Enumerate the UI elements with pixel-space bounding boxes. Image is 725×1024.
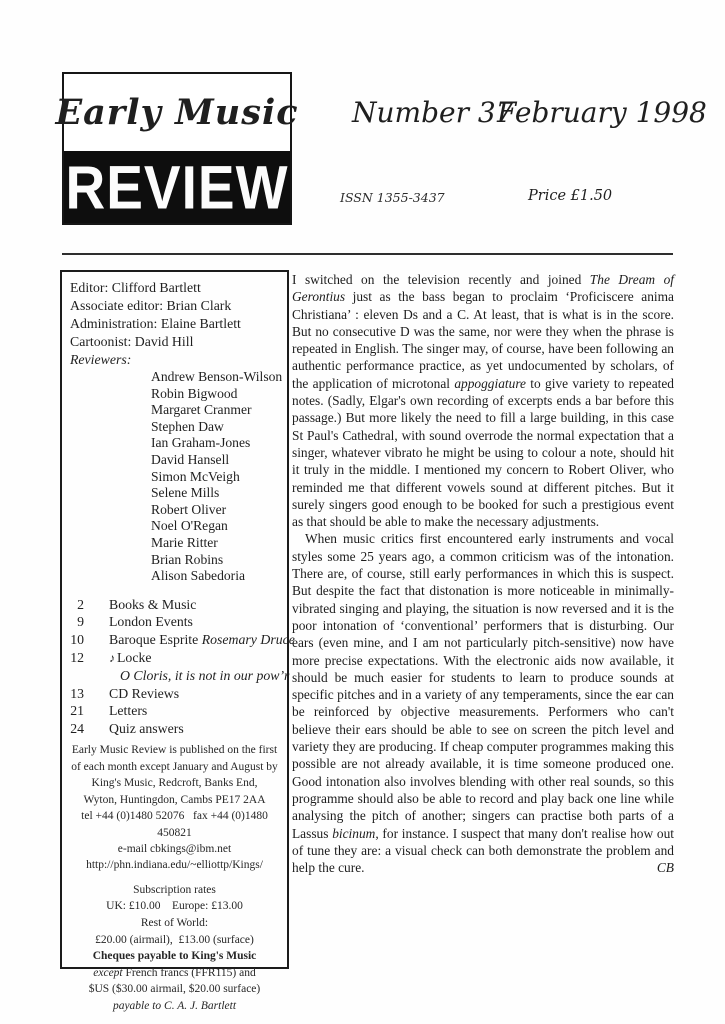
staff-cartoonist: Cartoonist: David Hill	[70, 334, 194, 349]
toc-title: Baroque Esprite Rosemary Druce	[109, 631, 295, 647]
table-of-contents	[70, 596, 295, 738]
imprint-line: Wyton, Huntingdon, Cambs PE17 2AA	[83, 793, 266, 806]
reviewer-name: Stephen Daw	[151, 418, 224, 434]
reviewer-name: Robin Bigwood	[151, 385, 238, 401]
toc-page-number: 2	[77, 596, 84, 612]
toc-title: Books & Music	[109, 596, 197, 612]
toc-row	[70, 613, 279, 631]
price-text: Price £1.50	[528, 188, 613, 204]
subscription-payable: payable to C. A. J. Bartlett	[112, 999, 237, 1012]
toc-title: CD Reviews	[109, 685, 180, 701]
toc-title: London Events	[109, 614, 193, 630]
imprint-line: Early Music Review is published on the first	[71, 744, 278, 757]
reviewer-name: Alison Sabedoria	[151, 568, 246, 584]
imprint-phone-fax: tel +44 (0)1480 52076 fax +44 (0)1480 450821	[81, 810, 268, 839]
toc-row	[70, 596, 279, 614]
staff-associate-editor: Associate editor: Brian Clark	[70, 298, 232, 313]
subscription-usd: $US ($30.00 airmail, $20.00 surface)	[88, 983, 261, 996]
imprint-url: http://phn.indiana.edu/~elliottp/Kings/	[86, 859, 263, 872]
subscription-uk-europe: UK: £10.00 Europe: £13.00	[106, 900, 243, 913]
reviewer-name: Brian Robins	[151, 551, 224, 567]
toc-row	[70, 720, 279, 738]
editorial-column	[292, 271, 674, 876]
toc-title: Quiz answers	[109, 720, 184, 736]
reviewer-name: Robert Oliver	[151, 501, 227, 517]
issn-text: ISSN 1355-3437	[340, 190, 445, 205]
toc-page-number: 24	[70, 720, 84, 736]
subscription-cheques: Cheques payable to King's Music	[92, 950, 257, 963]
reviewer-name: Selene Mills	[151, 485, 220, 501]
subscription-block	[70, 882, 279, 1015]
toc-page-number: 12	[70, 649, 84, 665]
editorial-signature: CB	[656, 860, 674, 876]
subscription-row-prices: £20.00 (airmail), £13.00 (surface)	[95, 933, 254, 946]
reviewer-name: Margaret Cranmer	[151, 402, 252, 418]
music-note-icon: ♪	[109, 650, 115, 665]
reviewer-name: Marie Ritter	[151, 534, 218, 550]
imprint-block	[70, 742, 279, 873]
header-divider	[62, 253, 673, 255]
imprint-email: e-mail cbkings@ibm.net	[117, 842, 232, 855]
masthead-logo	[55, 72, 299, 225]
subscription-except: except French francs (FFR115) and	[93, 966, 256, 979]
toc-subtitle: O Cloris, it is not in our pow’r	[120, 668, 290, 684]
reviewer-name: David Hansell	[151, 451, 230, 467]
toc-page-number: 10	[70, 631, 84, 647]
subscription-rest-of-world: Rest of World:	[140, 916, 209, 929]
toc-row	[70, 649, 279, 668]
issue-number: Number 37	[352, 96, 514, 129]
imprint-line: of each month except January and August by	[71, 760, 278, 773]
reviewer-name: Simon McVeigh	[151, 468, 240, 484]
subscription-title: Subscription rates	[133, 883, 216, 896]
staff-editor: Editor: Clifford Bartlett	[70, 280, 201, 295]
reviewer-name: Andrew Benson-Wilson	[151, 369, 283, 384]
reviewers-label: Reviewers:	[70, 352, 132, 367]
editorial-paragraph-1: I switched on the television recently and joined The Dream of Gerontius just as the bass began to proclaim ‘Proficiscere anima Christiana’ : eleven Ds and a C. At least, that is what is in the score. But no consecutive D was the same, nor were they when the phrase is repeated in English. The singer may, of course, have been following an authentic performance practice, as yet undocumented by scholars, of the application of microtonal appoggiature to give variety to repeated notes. (Sadly, Elgar's own recording of excerpts ends a bar before this passage.) But more likely the need to fill a large building, in this case St Paul's Cathedral, with sound overrode the normal expectation that a singer, whatever vibrato he might be using to colour a note, should hit it truly in the middle. I mentioned my concern to Robert Oliver, who reminded me that different vowels sound at different pitches. But it surely singers good enough to be booked for such a prestigious event as that should be able to make the necessary adjustments.	[292, 272, 674, 530]
toc-row	[70, 685, 279, 703]
reviewer-name: Ian Graham-Jones	[151, 435, 251, 451]
logo-review-banner	[64, 151, 290, 223]
toc-author: Rosemary Druce	[201, 631, 295, 647]
toc-page-number: 21	[70, 703, 84, 719]
imprint-line: King's Music, Redcroft, Banks End,	[91, 777, 258, 790]
toc-page-number: 9	[77, 614, 84, 630]
logo-review-text: REVIEW	[65, 152, 289, 222]
toc-title: Letters	[109, 703, 148, 719]
staff-administration: Administration: Elaine Bartlett	[70, 316, 241, 331]
toc-row	[70, 631, 295, 649]
info-panel	[60, 270, 295, 1012]
toc-title: ♪ Locke	[109, 649, 152, 665]
toc-page-number: 13	[70, 685, 84, 701]
reviewer-name: Noel O'Regan	[151, 518, 228, 534]
logo-title-early-music: Early Music	[55, 92, 299, 133]
toc-row	[70, 702, 279, 720]
editorial-paragraph-2: When music critics first encountered early instruments and vocal styles some 25 years ago, a common criticism was of the intonation. There are, of course, still early performances in which this is suspect. But despite the fact that distonation is more noticeable in minimally-vibrated singing and playing, the situation is now reversed and it is the poor intonation of ‘conventional’ performers that is disturbing. Our ears (even mine, and I am not particularly pitch-sensitive) now have more precise expectations. With the electronic aids now available, it should be much easier for students to learn to produce sounds at specific pitches and in a variety of any temperaments, since the ear can be reinforced by objective measurements. Performers who can't believe their ears should be able to see on screen the pitch level and variety they are producing. If cheap computer programmes making this possible are not already available, it is time someone produced one. Good intonation also involves blending with other real sounds, so this programme should also be able to record and play back one line while analysing the pitch of another; singers can practise both parts of a Lassus bicinum, for instance. I suspect that many don't realise how out of tune they are: a visual check can both demonstrate the problem and help the cure. CB	[292, 531, 674, 876]
issue-date: February 1998	[497, 96, 707, 129]
